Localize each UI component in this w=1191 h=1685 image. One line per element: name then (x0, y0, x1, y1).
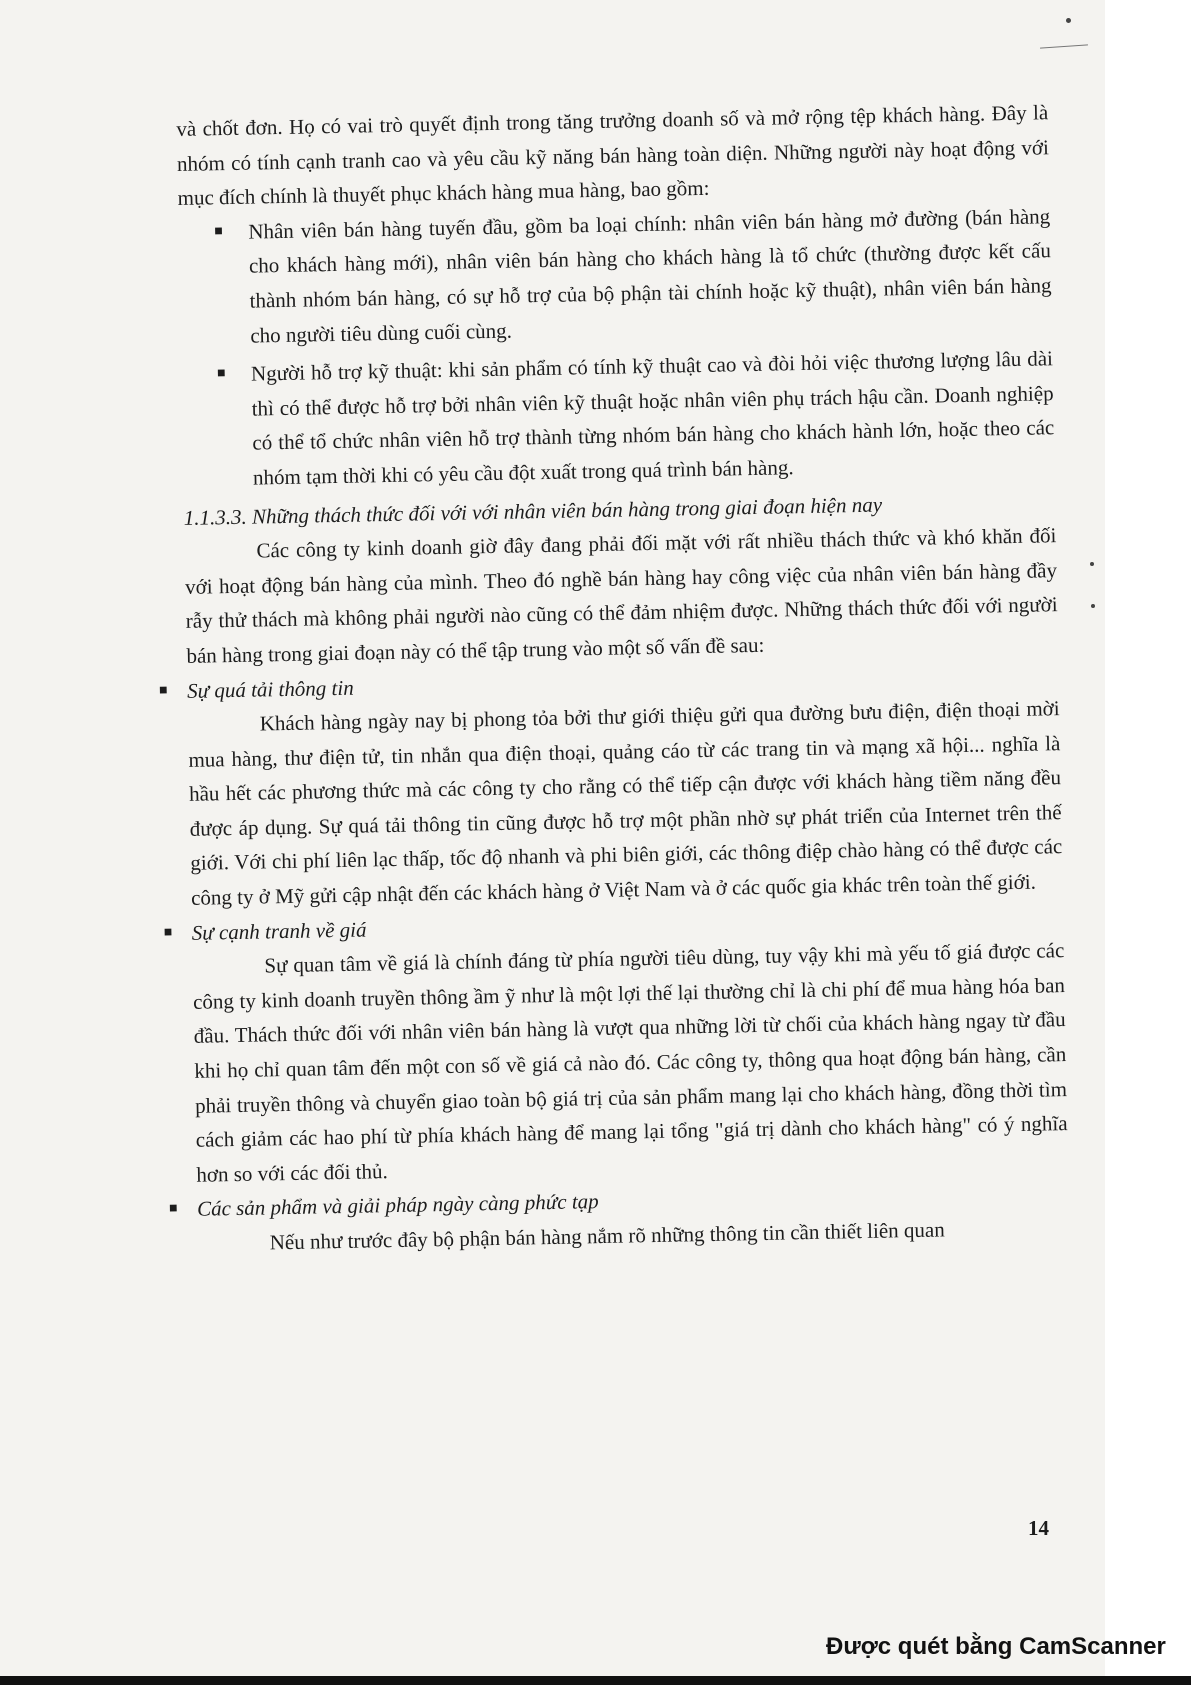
scan-streak (1040, 44, 1088, 48)
roles-list (214, 199, 1055, 495)
challenge-title-text: Các sản phẩm và giải pháp ngày càng phức tạp (196, 1189, 599, 1222)
page-number: 14 (1028, 1516, 1049, 1540)
challenge-paragraph: Khách hàng ngày nay bị phong tỏa bởi thư giới thiệu gửi qua đường bưu điện, điện thoại mời mua hàng, thư điện tử, tin nhắn qua điện thoại, quảng cáo từ các trang tin và mạng xã hội... nghĩa là hầu hết các phương thức mà các công ty cho rằng có thể tiếp cận được với khách hàng tiềm năng đều được áp dụng. Sự quá tải thông tin cũng được hỗ trợ một phần nhờ sự phát triển của Internet trên thế giới. Với chi phí liên lạc thấp, tốc độ nhanh và phi biên giới, các thông điệp chào hàng có thể được các công ty ở Mỹ gửi cập nhật đến các khách hàng ở Việt Nam và ở các quốc gia khác trên toàn thế giới. (188, 696, 1063, 910)
square-bullet-icon: ■ (214, 223, 223, 240)
list-item (216, 341, 1056, 495)
challenge-paragraph: Nếu như trước đây bộ phận bán hàng nắm rõ những thông tin cần thiết liên quan (269, 1217, 945, 1255)
section-heading: 1.1.3.3. Những thách thức đối với với nhân viên bán hàng trong giai đoạn hiện nay (183, 492, 883, 530)
square-bullet-icon: ■ (163, 924, 173, 941)
scan-margin (1105, 0, 1191, 1685)
role-text: Nhân viên bán hàng tuyến đầu, gồm ba loại chính: nhân viên bán hàng mở đường (bán hàng cho khách hàng mới), nhân viên bán hàng cho khách hàng là tổ chức (thường được kết cấu thành nhóm bán hàng, có sự hỗ trợ của bộ phận tài chính hoặc kỹ thuật), nhân viên bán hàng cho người tiêu dùng cuối cùng. (248, 204, 1052, 348)
challenge-paragraph: Sự quan tâm về giá là chính đáng từ phía người tiêu dùng, tuy vậy khi mà yếu tố giá được các công ty kinh doanh truyền thông ầm ỹ như là một lợi thế lại thường chỉ là chi phí để mua hàng hóa ban đầu. Thách thức đối với nhân viên bán hàng là vượt qua những lời từ chối của khách hàng ngay từ đầu khi họ chỉ quan tâm đến một con số về giá cả nào đó. Các công ty, thông qua hoạt động bán hàng, cần phải truyền thông và chuyển giao toàn bộ giá trị của sản phẩm mang lại cho khách hàng, đồng thời tìm cách giảm các hao phí từ phía khách hàng để mang lại tổng "giá trị dành cho khách hàng" có ý nghĩa hơn so với các đối thủ. (192, 938, 1068, 1187)
challenge-title-text: Sự cạnh tranh về giá (191, 917, 367, 945)
scan-speck (1091, 604, 1095, 608)
square-bullet-icon: ■ (158, 682, 168, 698)
intro-paragraph: và chốt đơn. Họ có vai trò quyết định trong tăng trưởng doanh số và mở rộng tệp khách hàng. Đây là nhóm có tính cạnh tranh cao và yêu cầu kỹ năng bán hàng toàn diện. Những người này hoạt động với mục đích chính là thuyết phục khách hàng mua hàng, bao gồm: (176, 100, 1050, 211)
scan-speck (1066, 18, 1071, 23)
role-text: Người hỗ trợ kỹ thuật: khi sản phẩm có tính kỹ thuật cao và đòi hỏi việc thương lượng lâu dài thì có thể được hỗ trợ bởi nhân viên kỹ thuật hoặc nhân viên phụ trách hậu cần. Doanh nghiệp có thể tổ chức nhân viên hỗ trợ thành từng nhóm bán hàng cho khách hành lớn, hoặc theo các nhóm tạm thời khi có yêu cầu đột xuất trong quá trình bán hàng. (250, 346, 1055, 490)
section-intro: Các công ty kinh doanh giờ đây đang phải đối mặt với rất nhiều thách thức và khó khăn đối với hoạt động bán hàng của mình. Theo đó nghề bán hàng hay công việc của nhân viên bán hàng đầy rẫy thử thách mà không phải người nào cũng có thể đảm nhiệm được. Những thách thức đối với người bán hàng trong giai đoạn này có thể tập trung vào một số vấn đề sau: (184, 523, 1058, 668)
footer-bar (0, 1676, 1191, 1685)
challenge-title-text: Sự quá tải thông tin (186, 675, 354, 703)
square-bullet-icon: ■ (216, 366, 226, 382)
page-content (158, 95, 1070, 1261)
scan-speck (1090, 562, 1094, 566)
square-bullet-icon: ■ (168, 1201, 178, 1217)
camscanner-watermark: Được quét bằng CamScanner (826, 1633, 1166, 1660)
list-item (214, 199, 1053, 353)
